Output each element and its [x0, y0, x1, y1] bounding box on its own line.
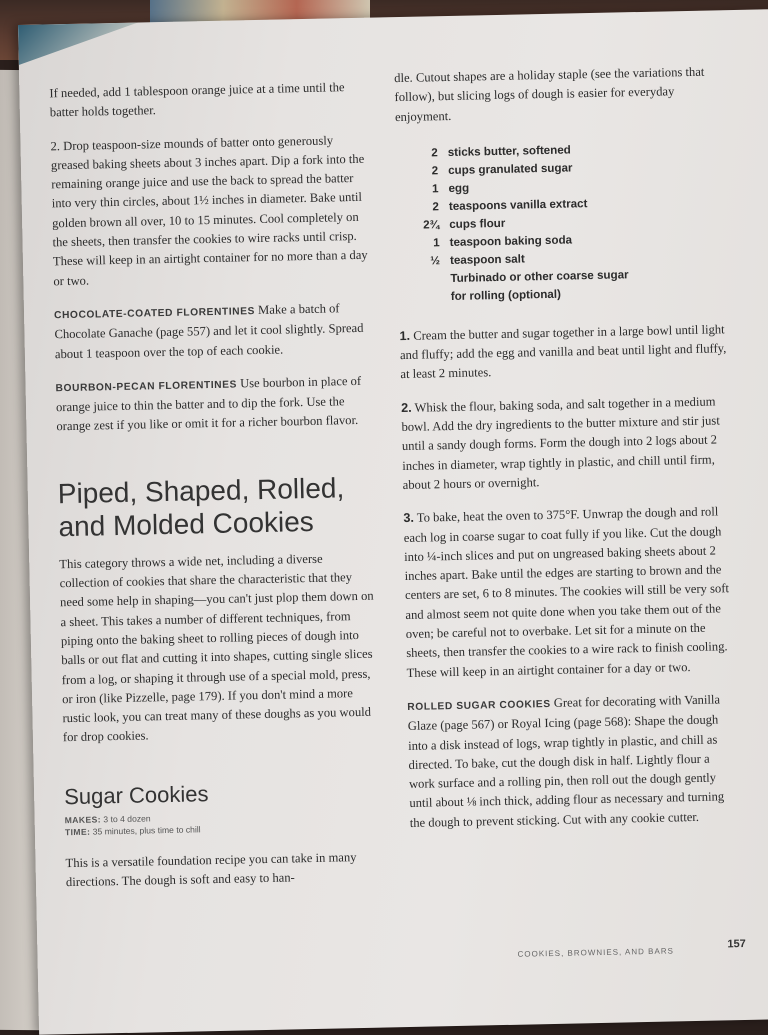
step-number: 1. — [399, 328, 411, 343]
time-value: 35 minutes, plus time to chill — [90, 824, 201, 837]
variation-text: Great for decorating with Vanilla Glaze (page 567) or Royal Icing (page 568): Shape the dough into a disk instead of logs, wrap tightly in plastic, and chill as directed. To bake, cut the dough disk in half. Lightly flour a work surface and a rolling pin, then roll out the dough gently until about ⅛ inch thick, adding flour as necessary and turning the dough to prevent sticking. Cut with any cookie cutter. — [407, 692, 725, 830]
ingredient-name: egg — [448, 181, 470, 195]
florentines-intro: If needed, add 1 tablespoon orange juice at a time until the batter holds together. — [49, 80, 345, 120]
ingredient-name: teaspoon salt — [449, 252, 525, 267]
method-step-3 — [403, 502, 737, 683]
recipe-intro: This is a versatile foundation recipe you can take in many directions. The dough is soft and easy to han- — [65, 849, 357, 890]
recipe-meta — [65, 807, 380, 838]
step-text: Whisk the flour, baking soda, and salt together in a medium bowl. Add the dry ingredients to the butter mixture and stir just until a sandy dough forms. Form the dough into 2 logs about 2 inches in diameter, wrap tightly in plastic, and chill until firm, about 2 hours or overnight. — [401, 394, 720, 493]
recipe-title: Sugar Cookies — [63, 780, 209, 809]
time-label: TIME: — [64, 826, 91, 837]
ingredient-name: Turbinado or other coarse sugar — [450, 268, 629, 285]
ingredient-qty: 2 — [432, 200, 440, 214]
ingredient-qty: 1 — [433, 236, 440, 250]
variation-rolled-sugar-cookies — [407, 690, 740, 833]
method-step-1 — [399, 320, 730, 385]
step-number: 2. — [400, 400, 412, 415]
ingredient-qty: 2¾ — [423, 218, 440, 232]
recipe-intro-continued: dle. Cutout shapes are a holiday staple (see the variations that follow), but slicing logs of dough is easier for everyday enjoyment. — [394, 64, 705, 124]
ingredient-name: cups granulated sugar — [448, 161, 573, 177]
ingredient-qty: ½ — [430, 254, 441, 268]
ingredient-name: for rolling (optional) — [450, 287, 562, 303]
florentines-step-2: 2. Drop teaspoon-size mounds of batter onto generously greased baking sheets about 3 inches apart. Dip a fork into the remaining orange juice and use the back to spread the batter into very thin circles, about 1½ inches in diameter. Bake until golden brown all over, 10 to 15 minutes. Cool completely on the sheets, then transfer the cookies to wire racks until crisp. These will keep in an airtight container for no more than a day or two. — [50, 133, 368, 288]
left-column — [49, 78, 381, 907]
ingredient-qty: 1 — [431, 182, 439, 196]
right-column — [394, 62, 740, 847]
variation-title: BOURBON-PECAN FLORENTINES — [55, 379, 238, 395]
step-text: To bake, heat the oven to 375°F. Unwrap the dough and roll each log in coarse sugar to coat fully if you like. Cut the dough into ¼-inch slices and put on ungreased baking sheets about 2 inches apart. Bake until the edges are starting to brown and the centers are set, 6 to 8 minutes. The cookies will still be very soft and almost seem not quite done when you take them out of the oven; be careful not to overbake. Let sit for a minute on the sheets, then transfer the cookies to a wire rack to finish cooling. These will keep in an airtight container for a day or two. — [403, 504, 730, 680]
page-number: 157 — [727, 937, 746, 951]
ingredient-name: cups flour — [449, 216, 506, 231]
variation-title: CHOCOLATE-COATED FLORENTINES — [53, 306, 256, 322]
page-corner-image — [18, 22, 139, 65]
variation-text: Use bourbon in place of orange juice to thin the batter and to dip the fork. Use the orange zest if you like or omit it for a richer bourbon flavor. — [55, 373, 362, 434]
ingredient-qty — [413, 288, 441, 307]
ingredient-qty: 2 — [431, 146, 438, 160]
makes-value: 3 to 4 dozen — [100, 813, 151, 825]
book-page — [18, 9, 768, 1035]
ingredient-qty — [412, 270, 440, 289]
section-intro: This category throws a wide net, including a diverse collection of cookies that share the characteristic that they need some help in shaping—you can't just plop them down on a sheet. This takes a number of different techniques, from piping onto the baking sheet to rolling pieces of dough into balls or out flat and cutting it into shapes, cutting single slices from a log, or shaping it through use of a special mold, press, or iron (like Pizzelle, page 179). If you don't mind a more rustic look, you can treat many of these doughs as you would for drop cookies. — [59, 551, 374, 745]
step-number: 3. — [403, 511, 415, 526]
variation-title: ROLLED SUGAR COOKIES — [407, 698, 551, 713]
variation-bourbon-florentines — [55, 372, 371, 437]
section-title: Piped, Shaped, Rolled, and Molded Cookies — [57, 472, 345, 543]
ingredient-qty: 2 — [431, 164, 439, 178]
method-step-2 — [401, 392, 733, 495]
variation-text: Make a batch of Chocolate Ganache (page 557) and let it cool slightly. Spread about 1 teaspoon over the top of each cookie. — [54, 301, 364, 361]
ingredient-name: teaspoons vanilla extract — [448, 197, 588, 213]
ingredient-list — [410, 138, 729, 307]
running-head: COOKIES, BROWNIES, AND BARS — [517, 946, 674, 959]
variation-chocolate-florentines — [54, 299, 370, 364]
step-text: Cream the butter and sugar together in a large bowl until light and fluffy; add the egg and vanilla and beat until light and fluffy, at least 2 minutes. — [399, 322, 727, 382]
makes-label: MAKES: — [64, 814, 102, 825]
ingredient-name: sticks butter, softened — [447, 143, 571, 159]
ingredient-name: teaspoon baking soda — [449, 233, 573, 249]
